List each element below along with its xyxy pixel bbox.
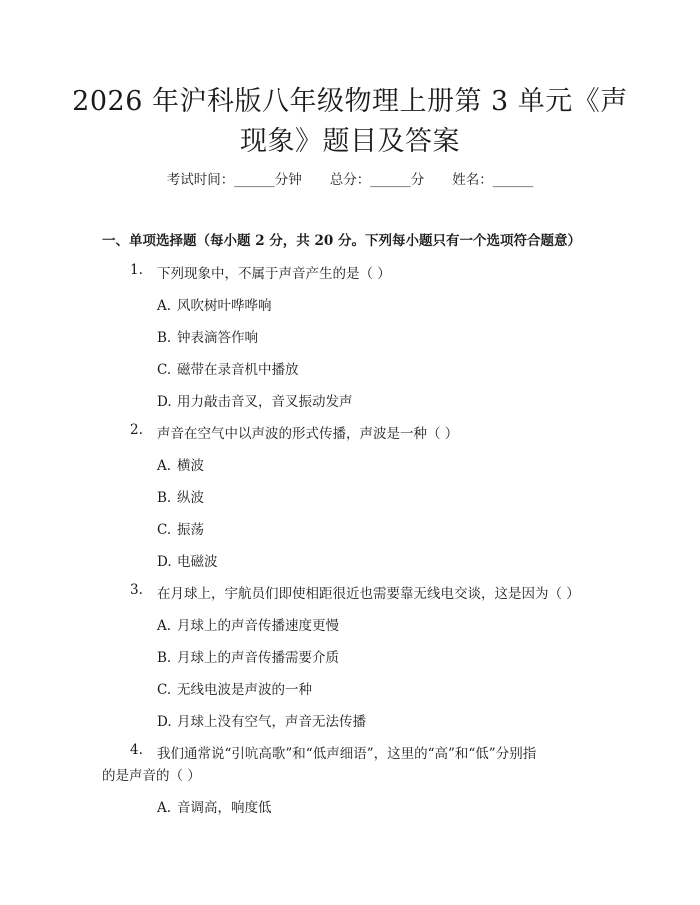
- option-text: 风吹树叶哗哗响: [177, 298, 272, 314]
- option-2c: [157, 518, 204, 538]
- option-text: 横波: [177, 458, 204, 474]
- question-text: 下列现象中，不属于声音产生的是（ ）: [157, 266, 391, 282]
- option-letter: C.: [157, 362, 172, 378]
- question-number: 2.: [130, 422, 143, 438]
- option-letter: A.: [157, 458, 172, 474]
- question-number: 3.: [130, 582, 143, 598]
- question-text: 在月球上，宇航员们即使相距很近也需要靠无线电交谈，这是因为（ ）: [157, 586, 580, 602]
- exam-meta: [0, 168, 700, 188]
- option-letter: A.: [157, 800, 172, 816]
- question-number: 4.: [130, 742, 143, 758]
- option-2a: [157, 454, 204, 474]
- exam-title: [60, 82, 640, 162]
- option-letter: B.: [157, 330, 172, 346]
- option-4a: [157, 796, 272, 816]
- section-heading: 一、单项选择题（每小题 2 分，共 20 分。下列每小题只有一个选项符合题意）: [102, 233, 581, 249]
- option-3a: [157, 614, 339, 634]
- option-letter: C.: [157, 522, 172, 538]
- option-text: 钟表滴答作响: [177, 330, 258, 346]
- option-3d: [157, 710, 366, 730]
- question-text: 我们通常说“引吭高歌”和“低声细语”，这里的“高”和“低”分别指: [157, 746, 537, 762]
- title-line-1: 2026 年沪科版八年级物理上册第 3 单元《声: [72, 86, 628, 117]
- option-1c: [157, 358, 299, 378]
- option-text: 无线电波是声波的一种: [177, 682, 312, 698]
- option-2d: [157, 550, 218, 570]
- option-text: 月球上的声音传播需要介质: [177, 650, 339, 666]
- option-letter: B.: [157, 650, 172, 666]
- question-4-continuation: 的是声音的（ ）: [102, 768, 201, 784]
- option-1a: [157, 294, 272, 314]
- option-3c: [157, 678, 312, 698]
- option-text: 振荡: [177, 522, 204, 538]
- option-text: 用力敲击音叉，音叉振动发声: [177, 394, 353, 410]
- option-3b: [157, 646, 339, 666]
- option-text: 月球上没有空气，声音无法传播: [177, 714, 366, 730]
- option-text: 电磁波: [177, 554, 218, 570]
- option-letter: C.: [157, 682, 172, 698]
- option-text: 月球上的声音传播速度更慢: [177, 618, 339, 634]
- option-text: 音调高，响度低: [177, 800, 272, 816]
- option-letter: D.: [157, 554, 172, 570]
- option-letter: D.: [157, 714, 172, 730]
- title-line-2: 现象》题目及答案: [240, 126, 460, 157]
- option-letter: B.: [157, 490, 172, 506]
- option-1b: [157, 326, 258, 346]
- option-2b: [157, 486, 204, 506]
- option-letter: D.: [157, 394, 172, 410]
- question-number: 1.: [130, 262, 143, 278]
- question-text: 声音在空气中以声波的形式传播，声波是一种（ ）: [157, 426, 459, 442]
- option-1d: [157, 390, 353, 410]
- option-letter: A.: [157, 618, 172, 634]
- exam-time: 考试时间：______分钟: [166, 172, 302, 188]
- total-score: 总分：______分: [329, 172, 425, 188]
- option-text: 磁带在录音机中播放: [177, 362, 299, 378]
- option-text: 纵波: [177, 490, 204, 506]
- option-letter: A.: [157, 298, 172, 314]
- student-name: 姓名：______: [452, 172, 534, 188]
